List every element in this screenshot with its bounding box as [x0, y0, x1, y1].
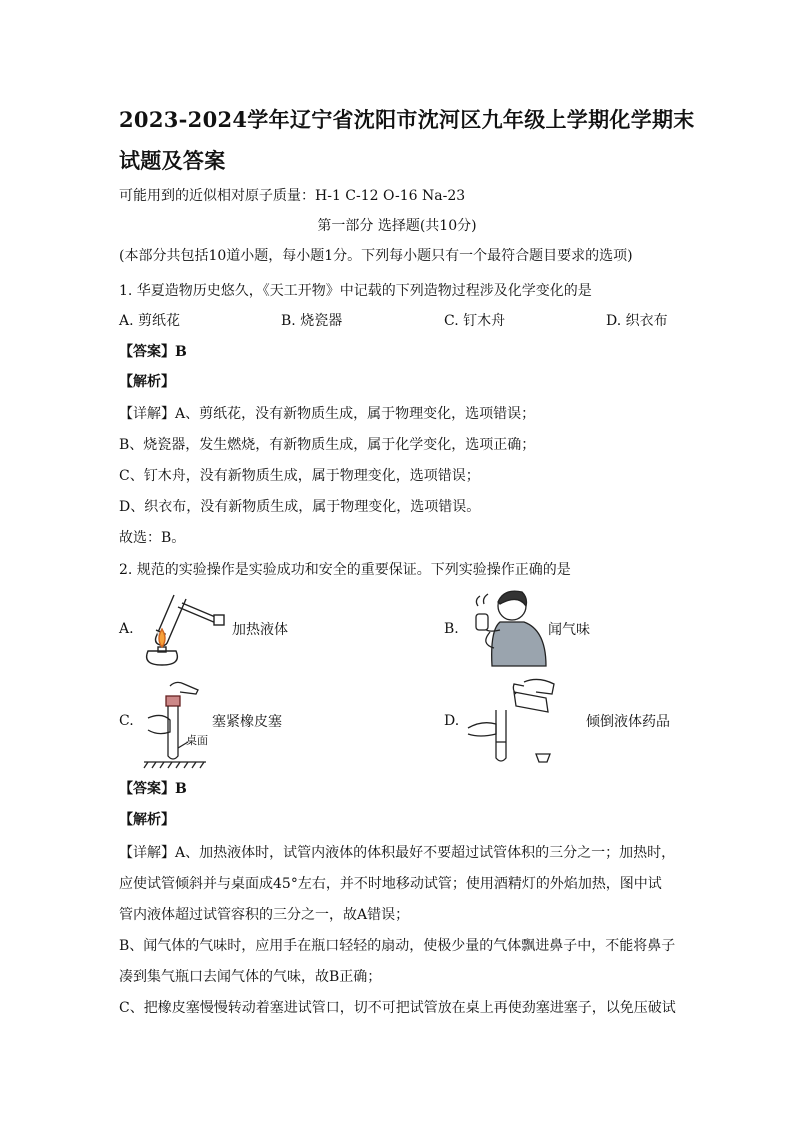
- q2-detail-5: 凑到集气瓶口去闻气体的气味，故B正确；: [119, 969, 382, 985]
- q1-conclusion: 故选：B。: [119, 530, 186, 546]
- document-title-line2: 试题及答案: [119, 148, 226, 173]
- q2-option-b-letter: B.: [444, 621, 459, 637]
- smelling-gas-figure: [460, 584, 550, 668]
- q2-detail-6: C、把橡皮塞慢慢转动着塞进试管口，切不可把试管放在桌上再使劲塞进塞子，以免压破试: [119, 1000, 676, 1016]
- q2-answer: 【答案】B: [119, 781, 187, 797]
- q1-option-a: A. 剪纸花: [119, 313, 181, 329]
- q2-detail-2: 应使试管倾斜并与桌面成45°左右，并不时地移动试管；使用酒精灯的外焰加热，图中试: [119, 876, 662, 892]
- q2-analysis-label: 【解析】: [119, 812, 175, 828]
- q2-option-a-caption: 加热液体: [232, 622, 288, 638]
- document-title-line1: 2023-2024学年辽宁省沈阳市沈河区九年级上学期化学期末: [119, 107, 695, 132]
- q1-answer: 【答案】B: [119, 344, 187, 360]
- q2-option-d-letter: D.: [444, 713, 460, 729]
- stopper-test-tube-figure: [140, 676, 210, 770]
- q1-option-b: B. 烧瓷器: [281, 313, 343, 329]
- q2-option-a-letter: A.: [119, 621, 134, 637]
- section-note: (本部分共包括10道小题，每小题1分。下列每小题只有一个最符合题目要求的选项): [119, 248, 633, 264]
- q2-option-d-caption: 倾倒液体药品: [586, 714, 670, 730]
- q2-option-c-desk-label: 桌面: [186, 734, 208, 747]
- q1-detail-4: D、织衣布，没有新物质生成，属于物理变化，选项错误。: [119, 499, 481, 515]
- q1-analysis-label: 【解析】: [119, 374, 175, 390]
- q2-option-c-caption: 塞紧橡皮塞: [212, 714, 282, 730]
- pouring-liquid-figure: [466, 672, 558, 768]
- q1-detail-1: 【详解】A、剪纸花，没有新物质生成，属于物理变化，选项错误；: [119, 406, 536, 422]
- section-header: 第一部分 选择题(共10分): [317, 218, 477, 234]
- atomic-mass-note: 可能用到的近似相对原子质量：H-1 C-12 O-16 Na-23: [119, 188, 466, 204]
- q2-detail-1: 【详解】A、加热液体时，试管内液体的体积最好不要超过试管体积的三分之一；加热时，: [119, 845, 676, 861]
- q2-stem: 2. 规范的实验操作是实验成功和安全的重要保证。下列实验操作正确的是: [119, 562, 571, 578]
- q2-option-b-caption: 闻气味: [548, 622, 590, 638]
- q1-option-c: C. 钉木舟: [444, 313, 506, 329]
- q1-detail-2: B、烧瓷器，发生燃烧，有新物质生成，属于化学变化，选项正确；: [119, 437, 536, 453]
- q1-detail-3: C、钉木舟，没有新物质生成，属于物理变化，选项错误；: [119, 468, 480, 484]
- q2-detail-3: 管内液体超过试管容积的三分之一，故A错误；: [119, 907, 410, 923]
- q1-stem: 1. 华夏造物历史悠久，《天工开物》中记载的下列造物过程涉及化学变化的是: [119, 283, 592, 299]
- q2-option-c-letter: C.: [119, 713, 134, 729]
- heating-liquid-figure: [136, 585, 232, 667]
- q1-option-d: D. 织衣布: [606, 313, 668, 329]
- q2-detail-4: B、闻气体的气味时，应用手在瓶口轻轻的扇动，使极少量的气体飘进鼻子中，不能将鼻子: [119, 938, 676, 954]
